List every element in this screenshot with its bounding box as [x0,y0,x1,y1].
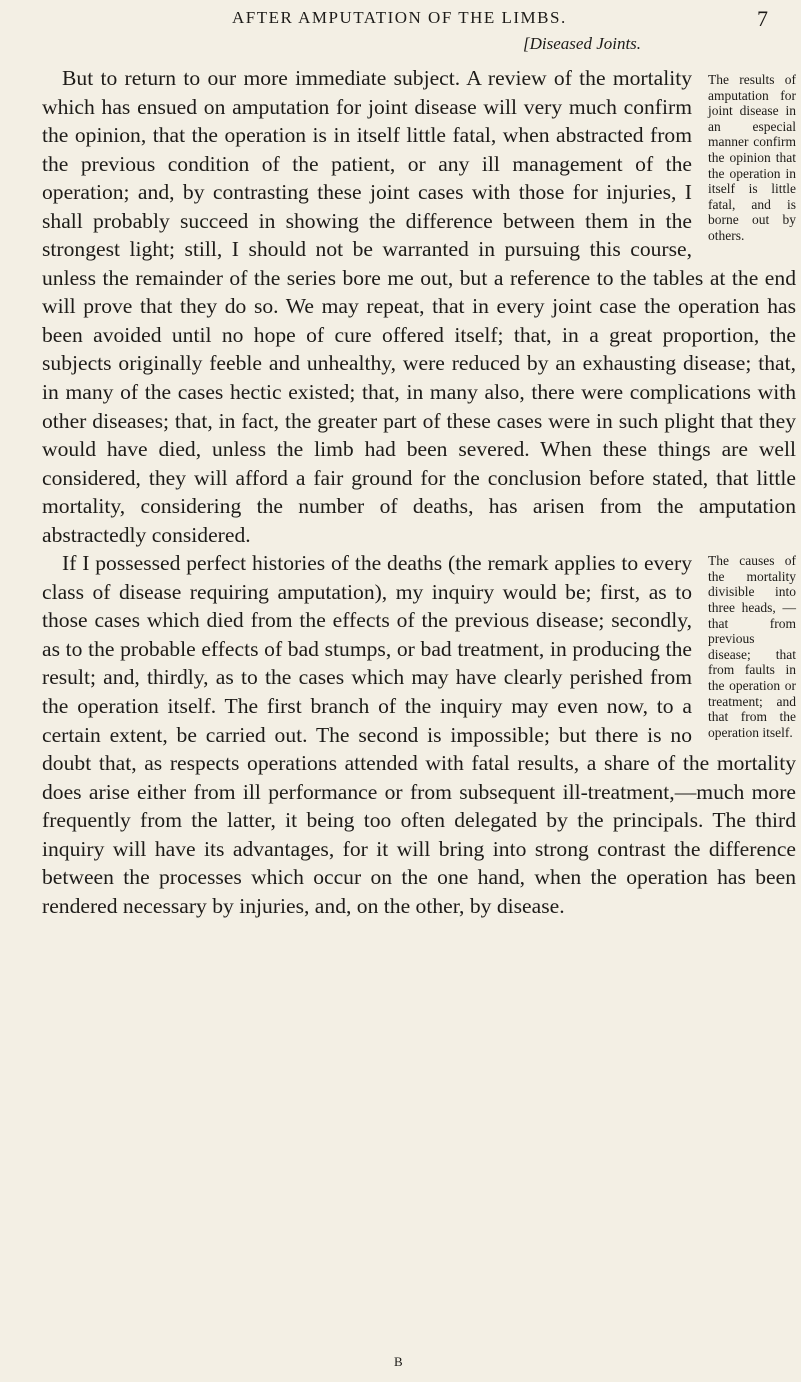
section-tag: [Diseased Joints. [523,34,642,53]
signature-mark: B [394,1354,403,1369]
paragraph-2 [42,549,796,920]
paragraph-1-text: But to return to our more immediate subject. A review of the mortality which has ensued on amputation for joint disease will very much confirm the opinion, that the operation is in itself little fatal, when abstracted from the previous condition of the patient, or any ill management of the operation; and, by contrasting these joint cases with those for injuries, I shall probably succeed in showing the difference between them in the strongest light; still, I should not be warranted in pursuing this course, unless the remainder of the series bore me out, but a reference to the tables at the end will prove that they do so. We may repeat, that in every joint case the operation has been avoided until no hope of cure offered itself; that, in a great proportion, the subjects originally feeble and unhealthy, were reduced by an exhausting disease; that, in many of the cases hectic existed; that, in many also, there were complications with other diseases; that, in fact, the greater part of these cases were in such plight that they would have died, unless the limb had been severed. When these things are well considered, they will afford a fair ground for the conclusion before stated, that little mortality, considering the number of deaths, has arisen from the amputation abstractedly considered. [42,66,796,547]
body-text [42,64,796,920]
page-number: 7 [757,6,768,31]
paragraph-2-text: If I possessed perfect histories of the deaths (the remark applies to every class of disease requiring amputation), my inquiry would be; first, as to those cases which died from the effects of the previous disease; secondly, as to the probable effects of bad stumps, or bad treatment, in producing the result; and, thirdly, as to the cases which may have clearly perished from the operation itself. The first branch of the inquiry may even now, to a certain extent, be carried out. The second is impossible; but there is no doubt that, as respects operations attended with fatal results, a share of the mortality does arise either from ill performance or from subsequent ill-treatment,—much more frequently from the latter, it being too often delegated by the principals. The third inquiry will have its advantages, for it will bring into strong contrast the difference between the processes which occur on the one hand, when the operation has been rendered necessary by injuries, and, on the other, by disease. [42,551,796,918]
paragraph-1 [42,64,796,549]
side-note-1: The results of amputation for joint disease in an especial manner confirm the opinion that the operation in itself is little fatal, and is borne out by others. [708,72,796,243]
side-note-2: The causes of the mortality divisible into three heads, —that from previous disease; that from faults in the operation or treatment; and that from the operation itself. [708,553,796,740]
running-head: AFTER AMPUTATION OF THE LIMBS. [232,8,567,27]
